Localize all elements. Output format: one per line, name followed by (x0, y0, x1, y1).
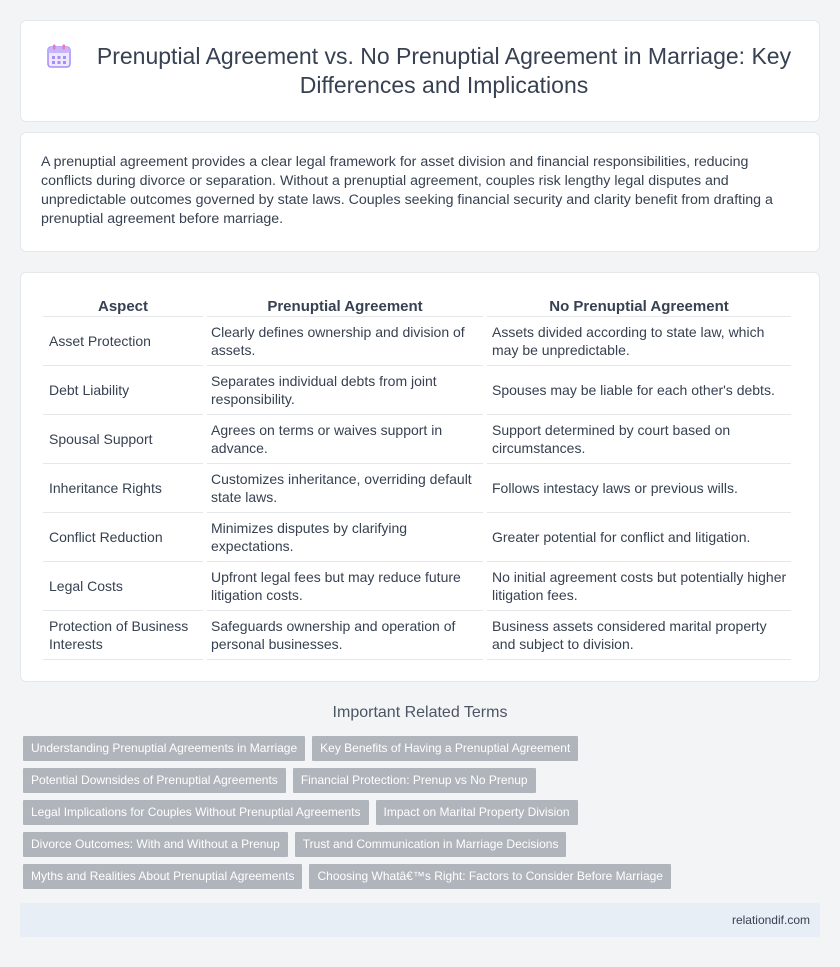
comparison-table-card (20, 272, 820, 682)
table-row (43, 415, 791, 464)
header-aspect: Aspect (43, 295, 203, 317)
aspect-cell: Protection of Business Interests (43, 611, 203, 660)
tag-row (23, 800, 803, 825)
related-term-tag[interactable]: Trust and Communication in Marriage Decisions (295, 832, 567, 857)
no-prenup-cell: Support determined by court based on circumstances. (487, 415, 791, 464)
prenup-cell: Upfront legal fees but may reduce future litigation costs. (207, 562, 483, 611)
calendar-icon (46, 43, 72, 69)
footer (20, 903, 820, 937)
no-prenup-cell: Assets divided according to state law, which may be unpredictable. (487, 317, 791, 366)
aspect-cell: Asset Protection (43, 317, 203, 366)
table-header-row (43, 295, 791, 317)
related-term-tag[interactable]: Choosing Whatâ€™s Right: Factors to Consider Before Marriage (309, 864, 671, 889)
table-row (43, 513, 791, 562)
related-term-tag[interactable]: Potential Downsides of Prenuptial Agreements (23, 768, 286, 793)
intro-card (20, 132, 820, 252)
comparison-table (39, 295, 795, 660)
aspect-cell: Conflict Reduction (43, 513, 203, 562)
page-title: Prenuptial Agreement vs. No Prenuptial Agreement in Marriage: Key Differences and Implications (96, 43, 792, 98)
aspect-cell: Spousal Support (43, 415, 203, 464)
related-terms-list (23, 736, 803, 896)
table-row (43, 562, 791, 611)
table-row (43, 366, 791, 415)
related-term-tag[interactable]: Key Benefits of Having a Prenuptial Agreement (312, 736, 578, 761)
aspect-cell: Legal Costs (43, 562, 203, 611)
footer-site-link[interactable]: relationdif.com (731, 913, 810, 927)
no-prenup-cell: Business assets considered marital property and subject to division. (487, 611, 791, 660)
header-no-prenup: No Prenuptial Agreement (487, 295, 791, 317)
header-card (20, 20, 820, 122)
related-terms-title: Important Related Terms (332, 704, 508, 721)
tag-row (23, 736, 803, 761)
tag-row (23, 832, 803, 857)
table-row (43, 611, 791, 660)
no-prenup-cell: No initial agreement costs but potentially higher litigation fees. (487, 562, 791, 611)
intro-text: A prenuptial agreement provides a clear legal framework for asset division and financial responsibilities, reducing conflicts during divorce or separation. Without a prenuptial agreement, couples risk lengthy legal disputes and unpredictable outcomes governed by state laws. Couples seeking financial security and clarity benefit from drafting a prenuptial agreement before marriage. (41, 154, 773, 227)
prenup-cell: Minimizes disputes by clarifying expectations. (207, 513, 483, 562)
prenup-cell: Customizes inheritance, overriding default state laws. (207, 464, 483, 513)
header-prenup: Prenuptial Agreement (207, 295, 483, 317)
related-term-tag[interactable]: Financial Protection: Prenup vs No Prenup (293, 768, 536, 793)
tag-row (23, 768, 803, 793)
table-row (43, 317, 791, 366)
prenup-cell: Agrees on terms or waives support in advance. (207, 415, 483, 464)
aspect-cell: Inheritance Rights (43, 464, 203, 513)
prenup-cell: Safeguards ownership and operation of personal businesses. (207, 611, 483, 660)
no-prenup-cell: Greater potential for conflict and litigation. (487, 513, 791, 562)
related-term-tag[interactable]: Understanding Prenuptial Agreements in Marriage (23, 736, 305, 761)
related-term-tag[interactable]: Divorce Outcomes: With and Without a Prenup (23, 832, 288, 857)
prenup-cell: Separates individual debts from joint responsibility. (207, 366, 483, 415)
no-prenup-cell: Spouses may be liable for each other's debts. (487, 366, 791, 415)
aspect-cell: Debt Liability (43, 366, 203, 415)
related-term-tag[interactable]: Impact on Marital Property Division (376, 800, 578, 825)
prenup-cell: Clearly defines ownership and division of assets. (207, 317, 483, 366)
no-prenup-cell: Follows intestacy laws or previous wills. (487, 464, 791, 513)
tag-row (23, 864, 803, 889)
related-term-tag[interactable]: Myths and Realities About Prenuptial Agreements (23, 864, 302, 889)
table-row (43, 464, 791, 513)
related-term-tag[interactable]: Legal Implications for Couples Without Prenuptial Agreements (23, 800, 369, 825)
